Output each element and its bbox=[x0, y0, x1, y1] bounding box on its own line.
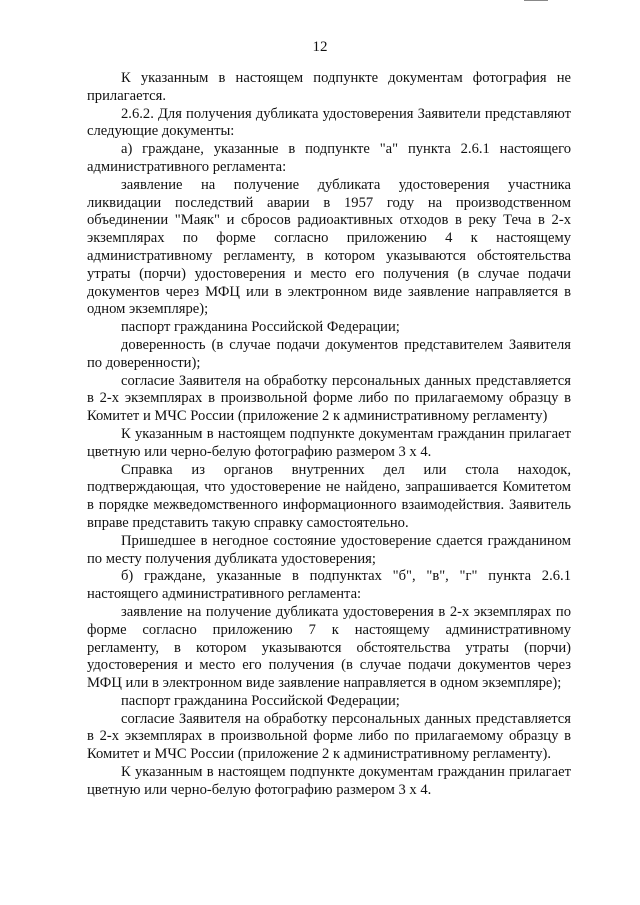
paragraph-photo-required-2: К указанным в настоящем подпункте документам гражданин прилагает цветную или черно-белую фотографию размером 3 х 4. bbox=[87, 764, 571, 798]
paragraph-consent-2: согласие Заявителя на обработку персональных данных представляется в 2-х экземплярах в произвольной форме либо по прилагаемому образцу в Комитет и МЧС России (приложение 2 к административному регламенту). bbox=[87, 710, 571, 763]
paragraph-2-6-2: 2.6.2. Для получения дубликата удостоверения Заявители представляют следующие документы: bbox=[87, 105, 571, 140]
paragraph-damaged-certificate: Пришедшее в негодное состояние удостоверение сдается гражданином по месту получения дубликата удостоверения; bbox=[87, 532, 571, 567]
paragraph-consent: согласие Заявителя на обработку персональных данных представляется в 2-х экземплярах в произвольной форме либо по прилагаемому образцу в Комитет и МЧС России (приложение 2 к административному регламенту) bbox=[87, 372, 571, 425]
paragraph-subitem-a: а) граждане, указанные в подпункте "а" пункта 2.6.1 настоящего административного регламента: bbox=[87, 141, 571, 175]
scan-artifact bbox=[524, 0, 548, 3]
paragraph-photo-not-attached: К указанным в настоящем подпункте документам фотография не прилагается. bbox=[87, 70, 571, 104]
paragraph-power-of-attorney: доверенность (в случае подачи документов представителем Заявителя по доверенности); bbox=[87, 336, 571, 371]
paragraph-application-mayak: заявление на получение дубликата удостоверения участника ликвидации последствий аварии в 1957 году на производственном объединении "Маяк" и сбросов радиоактивных отходов в реку Теча в 2-х экземплярах по форме согласно приложению 4 к настоящему административному регламенту, в котором указываются обстоятельства утраты (порчи) удостоверения и место его получения (в случае подачи документов через МФЦ или в электронном виде заявление направляется в одном экземпляре); bbox=[87, 176, 571, 318]
paragraph-police-certificate: Справка из органов внутренних дел или стола находок, подтверждающая, что удостоверение не найдено, запрашивается Комитетом в порядке межведомственного информационного взаимодействия. Заявитель вправе представить такую справку самостоятельно. bbox=[87, 461, 571, 531]
page-number: 12 bbox=[312, 39, 328, 55]
paragraph-photo-required: К указанным в настоящем подпункте документам гражданин прилагает цветную или черно-белую фотографию размером 3 х 4. bbox=[87, 425, 571, 460]
paragraph-passport-2: паспорт гражданина Российской Федерации; bbox=[121, 692, 400, 709]
paragraph-application-appendix-7: заявление на получение дубликата удостоверения в 2-х экземплярах по форме согласно приложению 7 к настоящему административному регламенту, в котором указываются обстоятельства утраты (порчи) удостоверения и место его получения (в случае подачи документов через МФЦ или в электронном виде заявление направляется в одном экземпляре); bbox=[87, 603, 571, 692]
paragraph-passport: паспорт гражданина Российской Федерации; bbox=[121, 319, 400, 336]
document-body bbox=[87, 70, 571, 800]
paragraph-subitem-b: б) граждане, указанные в подпунктах "б", "в", "г" пункта 2.6.1 настоящего административного регламента: bbox=[87, 568, 571, 603]
